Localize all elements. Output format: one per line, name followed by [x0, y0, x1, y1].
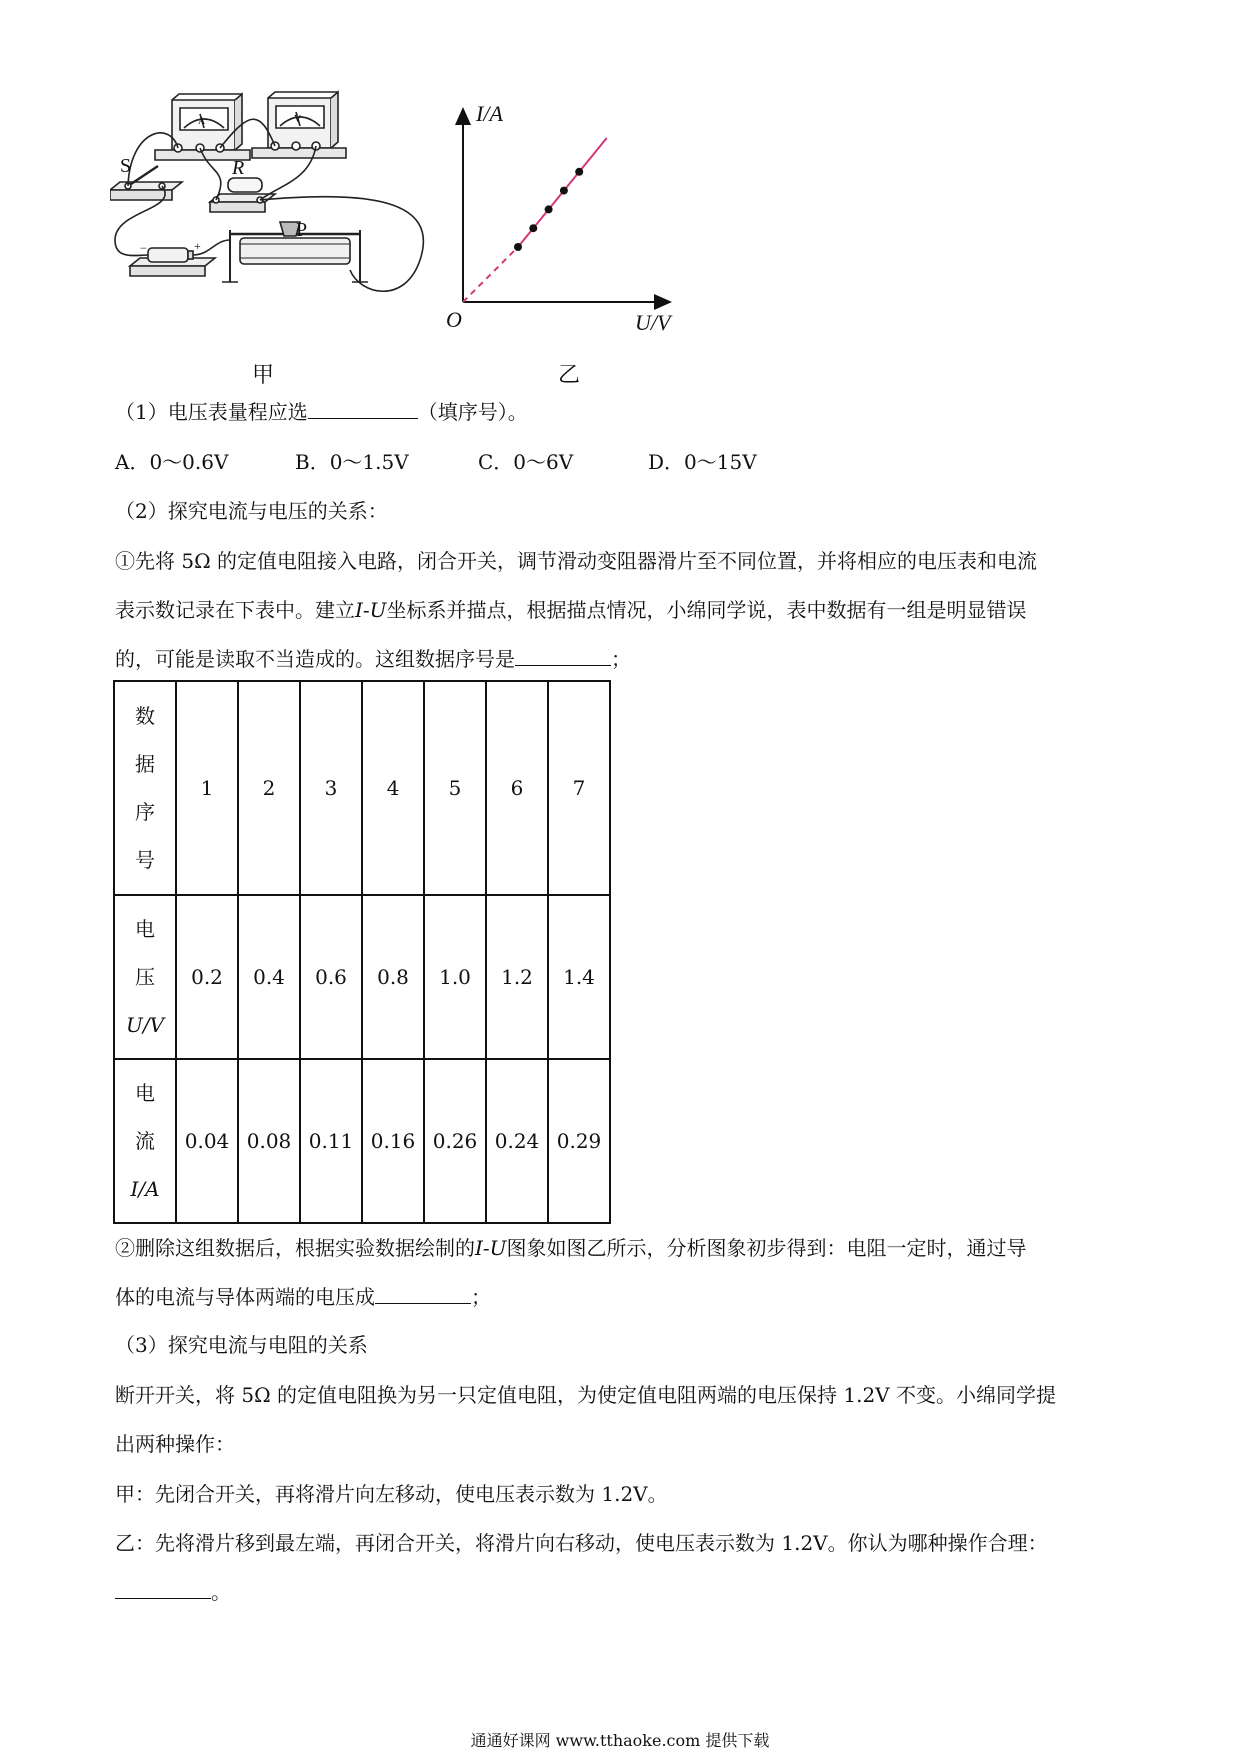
resistor — [210, 178, 275, 212]
y-axis-label: I/A — [476, 101, 503, 126]
table-cell: 0.08 — [238, 1059, 300, 1223]
q2-p2-line1a: ②删除这组数据后，根据实验数据绘制的 — [115, 1236, 475, 1260]
q2-p2-line2-text: 体的电流与导体两端的电压成 — [115, 1285, 375, 1309]
q2-p2-line2 — [115, 1283, 491, 1311]
x-axis-label: U/V — [635, 310, 671, 335]
battery-minus: − — [140, 241, 147, 255]
data-point — [529, 224, 537, 232]
data-point — [514, 243, 522, 251]
q2-p2-line1 — [115, 1234, 1027, 1262]
table-cell: 0.24 — [486, 1059, 548, 1223]
voltmeter-letter: V — [294, 114, 302, 125]
q2-p2-line2-tail: ； — [471, 1285, 491, 1309]
table-cell: 0.16 — [362, 1059, 424, 1223]
row-header-char: 据 — [135, 752, 155, 776]
table-cell: 1.4 — [548, 895, 610, 1059]
switch-label: S — [120, 155, 132, 177]
q3-line5 — [115, 1578, 231, 1606]
q3-line4: 乙：先将滑片移到最左端，再闭合开关，将滑片向右移动，使电压表示数为 1.2V。你认为哪种操作合理： — [115, 1531, 1048, 1555]
data-point — [560, 187, 568, 195]
table-cell: 2 — [238, 681, 300, 895]
q1-answer-blank[interactable] — [308, 398, 418, 419]
q2-p1-line3-tail: ； — [611, 647, 631, 671]
table-cell: 1.2 — [486, 895, 548, 1059]
q3-line5-tail: 。 — [211, 1580, 231, 1604]
battery-plus: + — [194, 239, 201, 253]
q2-p1-line3 — [115, 645, 631, 673]
q1-option-c: C．0～6V — [478, 450, 574, 474]
table-cell: 0.04 — [176, 1059, 238, 1223]
row-header-char: 流 — [135, 1129, 155, 1153]
row-header-char: 序 — [135, 800, 155, 824]
ammeter-letter: A — [198, 116, 206, 127]
q1-text: （1）电压表量程应选 — [115, 400, 308, 424]
table-row-index — [114, 681, 610, 895]
table-cell: 5 — [424, 681, 486, 895]
q1-option-a: A．0～0.6V — [115, 450, 229, 474]
row-header-char: 号 — [135, 848, 155, 872]
table-cell: 0.8 — [362, 895, 424, 1059]
row-header-unit: U/V — [125, 1013, 165, 1037]
table-cell: 6 — [486, 681, 548, 895]
q2-p1-line2b: 坐标系并描点，根据描点情况，小绵同学说，表中数据有一组是明显错误 — [386, 598, 1027, 622]
q3-line3: 甲：先闭合开关，再将滑片向左移动，使电压表示数为 1.2V。 — [115, 1482, 668, 1506]
q2-p1-line1: ①先将 5Ω 的定值电阻接入电路，闭合开关，调节滑动变阻器滑片至不同位置，并将相应的电压表和电流 — [115, 549, 1038, 573]
q2-p1-answer-blank[interactable] — [515, 645, 611, 666]
data-point — [545, 205, 553, 213]
row-header-current — [114, 1059, 176, 1223]
table-cell: 4 — [362, 681, 424, 895]
q2-p2-answer-blank[interactable] — [375, 1283, 471, 1304]
row-header-char: 电 — [135, 1081, 155, 1105]
q2-p1-line2a: 表示数记录在下表中。建立 — [115, 598, 355, 622]
row-header-unit: I/A — [130, 1177, 160, 1201]
table-cell: 0.4 — [238, 895, 300, 1059]
data-point — [575, 168, 583, 176]
q2-title: （2）探究电流与电压的关系： — [115, 499, 388, 523]
voltmeter — [252, 92, 346, 158]
table-cell: 0.29 — [548, 1059, 610, 1223]
origin-label: O — [446, 307, 462, 332]
q3-answer-blank[interactable] — [115, 1578, 211, 1599]
q3-line2: 出两种操作： — [115, 1432, 235, 1456]
table-cell: 0.2 — [176, 895, 238, 1059]
iu-graph — [440, 95, 690, 345]
q1-option-d: D．0～15V — [648, 450, 757, 474]
page-footer: 通通好课网 www.tthaoke.com 提供下载 — [470, 1731, 770, 1750]
slider-label: P — [296, 219, 308, 241]
table-cell: 1.0 — [424, 895, 486, 1059]
table-row-voltage — [114, 895, 610, 1059]
row-header-char: 电 — [135, 917, 155, 941]
q3-title: （3）探究电流与电阻的关系 — [115, 1333, 368, 1357]
table-cell: 0.26 — [424, 1059, 486, 1223]
table-cell: 0.11 — [300, 1059, 362, 1223]
q1-tail: （填序号）。 — [417, 400, 528, 424]
q1-option-b: B．0～1.5V — [295, 450, 409, 474]
row-header-voltage — [114, 895, 176, 1059]
row-header-index — [114, 681, 176, 895]
rheostat — [222, 222, 368, 282]
q3-line1: 断开开关，将 5Ω 的定值电阻换为另一只定值电阻，为使定值电阻两端的电压保持 1.2V 不变。小绵同学提 — [115, 1383, 1056, 1407]
row-header-char: 压 — [135, 965, 155, 989]
table-cell: 7 — [548, 681, 610, 895]
ammeter — [155, 94, 250, 160]
data-table — [113, 680, 611, 1224]
table-cell: 1 — [176, 681, 238, 895]
q1-line — [115, 398, 528, 426]
table-row-current — [114, 1059, 610, 1223]
table-cell: 3 — [300, 681, 362, 895]
row-header-char: 数 — [135, 704, 155, 728]
table-cell: 0.6 — [300, 895, 362, 1059]
q2-p2-line1b: 图象如图乙所示，分析图象初步得到：电阻一定时，通过导 — [506, 1236, 1027, 1260]
q2-p1-line3-text: 的，可能是读取不当造成的。这组数据序号是 — [115, 647, 515, 671]
circuit-figure — [110, 90, 440, 350]
q2-p1-line2 — [115, 596, 1027, 624]
q2-p2-iu: I-U — [475, 1236, 507, 1260]
figure-yi-label: 乙 — [558, 363, 581, 388]
resistor-label: R — [232, 157, 245, 179]
q2-p1-iu: I-U — [355, 598, 387, 622]
figure-jia-label: 甲 — [252, 363, 275, 388]
fit-line-dashed — [463, 247, 518, 302]
